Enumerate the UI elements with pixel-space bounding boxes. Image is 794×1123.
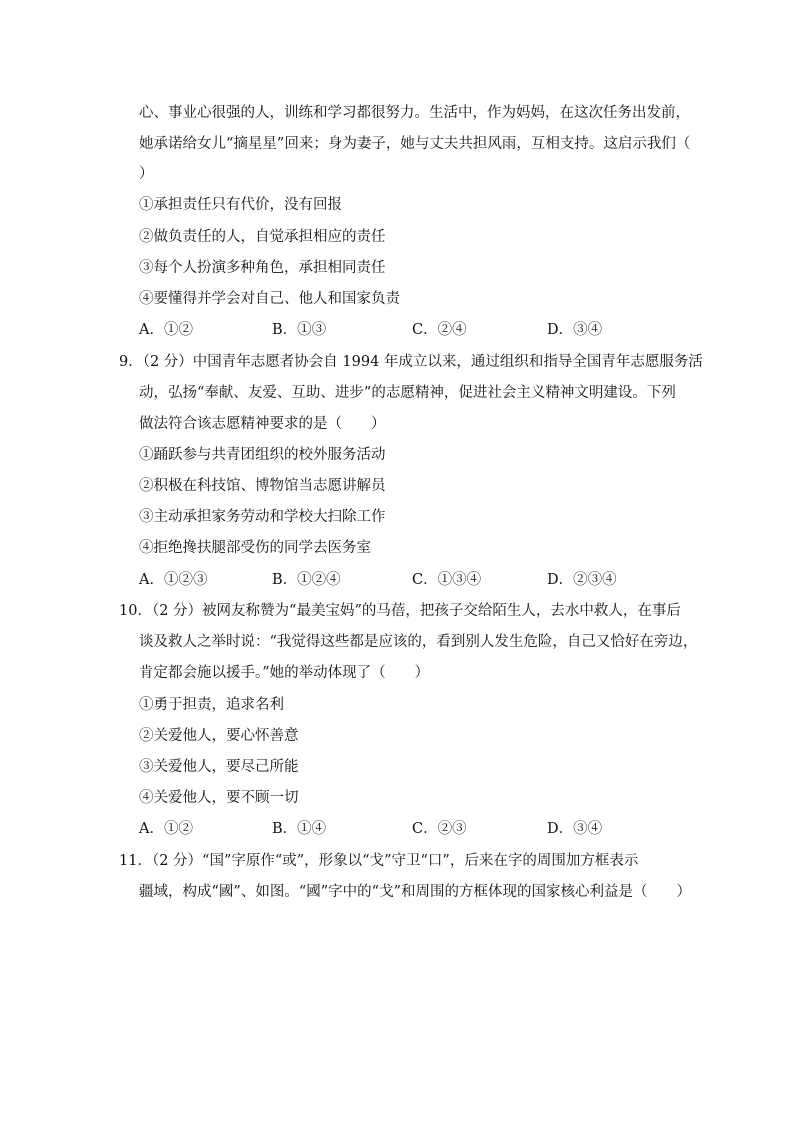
q9-item-1: ①踊跃参与共青团组织的校外服务活动	[139, 447, 386, 463]
q9-option-d: D．②③④	[547, 572, 617, 588]
q8-option-a: A．①②	[139, 322, 193, 338]
q9-stem-line-3: 做法符合该志愿精神要求的是（ ）	[139, 416, 386, 432]
q8-option-c: C．②④	[412, 322, 467, 338]
q10-option-d: D．③④	[547, 821, 603, 837]
q9-option-a: A．①②③	[139, 572, 208, 588]
q10-option-b: B．①④	[272, 821, 327, 837]
q9-item-4: ④拒绝搀扶腿部受伤的同学去医务室	[139, 540, 371, 556]
q8-option-d: D．③④	[547, 322, 603, 338]
q10-option-c: C．②③	[412, 821, 467, 837]
q9-item-3: ③主动承担家务劳动和学校大扫除工作	[139, 509, 386, 525]
q9-item-2: ②积极在科技馆、博物馆当志愿讲解员	[139, 478, 386, 494]
q10-stem-line-3: 肯定都会施以援手。”她的举动体现了（ ）	[139, 665, 430, 681]
q9-option-b: B．①②④	[272, 572, 341, 588]
q8-stem-line-1: 心、事业心很强的人，训练和学习都很努力。生活中，作为妈妈，在这次任务出发前，	[139, 105, 690, 121]
q8-stem-line-3: ）	[139, 166, 154, 182]
q8-stem-line-2: 她承诺给女儿“摘星星”回来；身为妻子，她与丈夫共担风雨，互相支持。这启示我们（	[139, 136, 691, 152]
q9-stem-line-2: 动，弘扬“奉献、友爱、互助、进步”的志愿精神，促进社会主义精神文明建设。下列	[139, 385, 676, 401]
q11-stem-line-1: 11．（2 分）“国”字原作“或”，形象以“戈”守卫“口”，后来在字的周围加方框表示	[119, 853, 639, 869]
q10-option-a: A．①②	[139, 821, 193, 837]
q10-item-1: ①勇于担责，追求名利	[139, 697, 284, 713]
q9-stem-line-1: 9．（2 分）中国青年志愿者协会自 1994 年成立以来，通过组织和指导全国青年志愿服务活	[119, 354, 703, 370]
q10-stem-line-1: 10．（2 分）被网友称赞为“最美宝妈”的马蓓，把孩子交给陌生人，去水中救人，在事后	[119, 603, 681, 619]
q8-item-4: ④要懂得并学会对自己、他人和国家负责	[139, 291, 400, 307]
q9-option-c: C．①③④	[412, 572, 482, 588]
q11-stem-line-2: 疆域，构成“國”、如图。“國”字中的“戈”和周围的方框体现的国家核心利益是（ ）	[139, 884, 691, 900]
q8-item-2: ②做负责任的人，自觉承担相应的责任	[139, 229, 386, 245]
q10-item-4: ④关爱他人，要不顾一切	[139, 790, 299, 806]
q8-item-1: ①承担责任只有代价，没有回报	[139, 197, 342, 213]
q10-item-3: ③关爱他人，要尽己所能	[139, 759, 299, 775]
q8-option-b: B．①③	[272, 322, 327, 338]
q10-stem-line-2: 谈及救人之举时说：“我觉得这些都是应该的，看到别人发生危险，自己又恰好在旁边，	[139, 634, 698, 650]
q10-item-2: ②关爱他人，要心怀善意	[139, 728, 299, 744]
q8-item-3: ③每个人扮演多种角色，承担相同责任	[139, 260, 386, 276]
